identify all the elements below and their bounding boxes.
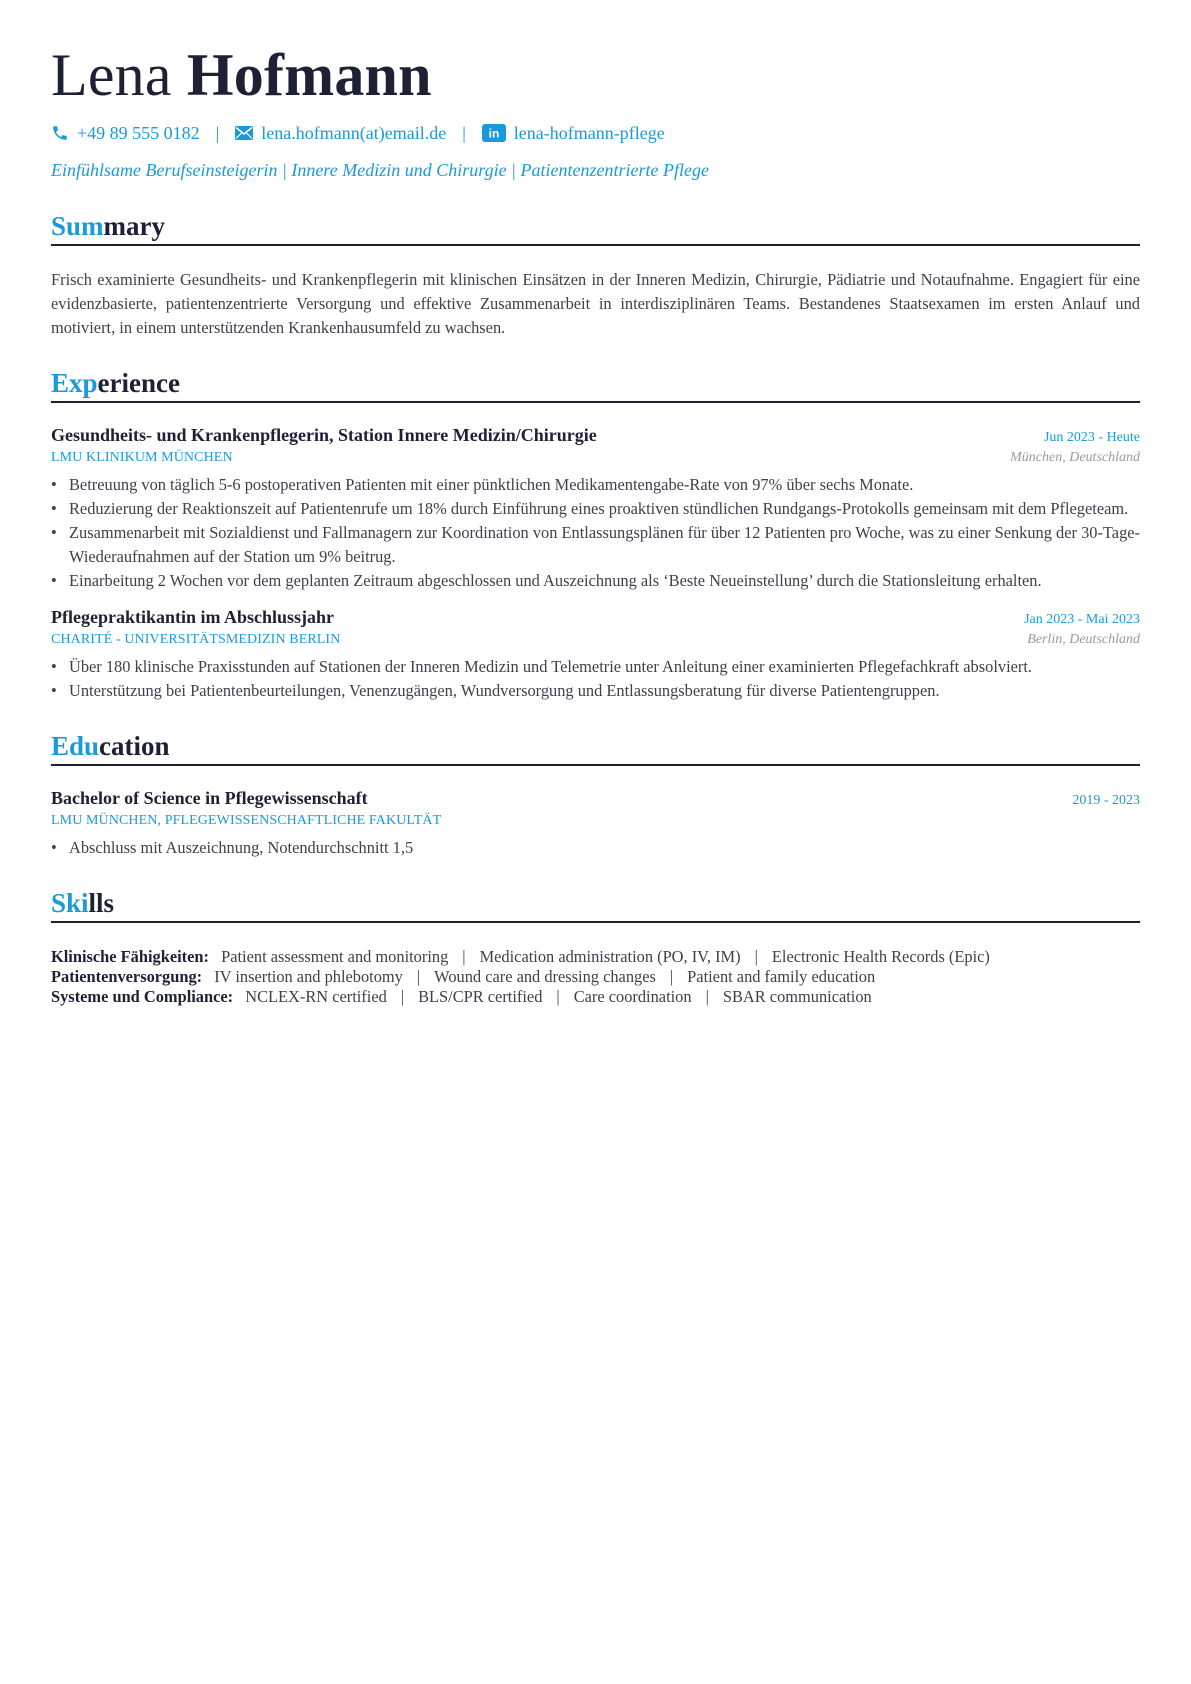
- last-name: Hofmann: [186, 42, 432, 108]
- education-entry: [51, 786, 1140, 860]
- skill-separator: |: [462, 947, 466, 966]
- skill-category-label: Klinische Fähigkeiten:: [51, 947, 209, 966]
- bullet-item: • Reduzierung der Reaktionszeit auf Patientenrufe um 18% durch Einführung eines proaktiven stündlichen Rundgangs-Protokolls gemeinsam mit dem Pflegeteam.: [69, 497, 1140, 521]
- skill-item: Wound care and dressing changes: [434, 967, 656, 986]
- skill-row: [51, 987, 1140, 1007]
- job-title: Gesundheits- und Krankenpflegerin, Station Innere Medizin/Chirurgie: [51, 425, 597, 445]
- job-entry: [51, 423, 1140, 593]
- skill-item: Electronic Health Records (Epic): [771, 947, 990, 966]
- candidate-name: [51, 38, 1140, 112]
- bullet-item: • Einarbeitung 2 Wochen vor dem geplanten Zeitraum abgeschlossen und Auszeichnung als ‘Beste Neueinstellung’ durch die Stationsleitung erhalten.: [69, 569, 1140, 593]
- section-title-accent: Edu: [51, 731, 100, 761]
- job-date: Jan 2023 - Mai 2023: [1024, 612, 1140, 627]
- bullet-item: • Betreuung von täglich 5-6 postoperativen Patienten mit einer pünktlichen Medikamentengabe-Rate von 97% über sechs Monate.: [69, 473, 1140, 497]
- skill-category-label: Patientenversorgung:: [51, 967, 203, 986]
- skill-item: Care coordination: [573, 987, 692, 1006]
- job-organization: LMU KLINIKUM MÜNCHEN: [51, 450, 233, 465]
- job-title: Pflegepraktikantin im Abschlussjahr: [51, 607, 335, 627]
- section-title-rest: lls: [88, 888, 115, 918]
- summary-text: Frisch examinierte Gesundheits- und Krankenpflegerin mit klinischen Einsätzen in der Inneren Medizin, Chirurgie, Pädiatrie und Notaufnahme. Engagiert für eine evidenzbasierte, patientenzentrierte Versorgung und effektive Zusammenarbeit in interdisziplinären Teams. Bestandenes Staatsexamen im ersten Anlauf und motiviert, in einem unterstützenden Krankenhausumfeld zu wachsen.: [51, 270, 1140, 337]
- summary-section: [51, 209, 1140, 340]
- skill-item: Patient and family education: [687, 967, 876, 986]
- skill-row: [51, 967, 1140, 987]
- job-date: Jun 2023 - Heute: [1043, 430, 1140, 445]
- section-title-experience: [51, 366, 1140, 403]
- bullet-item: • Zusammenarbeit mit Sozialdienst und Fallmanagern zur Koordination von Entlassungsplänen für über 12 Patienten pro Woche, was zu einer Senkung der 30-Tage-Wiederaufnahmen auf der Station um 9% beitrug.: [69, 521, 1140, 569]
- section-title-education: [51, 729, 1140, 766]
- skill-item: Medication administration (PO, IV, IM): [479, 947, 741, 966]
- section-title-summary: [51, 209, 1140, 246]
- section-title-rest: mary: [103, 211, 166, 241]
- phone-number: +49 89 555 0182: [77, 122, 200, 143]
- skill-separator: |: [669, 967, 674, 986]
- degree-title: Bachelor of Science in Pflegewissenschaft: [51, 788, 368, 808]
- linkedin-handle: lena-hofmann-pflege: [513, 122, 665, 143]
- skill-separator: |: [754, 947, 758, 966]
- skill-item: SBAR communication: [722, 987, 872, 1006]
- bullet-item: • Über 180 klinische Praxisstunden auf Stationen der Inneren Medizin und Telemetrie unter Anleitung einer examinierten Pflegefachkraft absolviert.: [69, 655, 1140, 679]
- section-title-accent: Ski: [51, 888, 89, 918]
- education-date: 2019 - 2023: [1072, 793, 1140, 808]
- section-title-accent: Exp: [51, 368, 98, 398]
- tagline: Einfühlsame Berufseinsteigerin | Innere Medizin und Chirurgie | Patientenzentrierte Pflege: [51, 160, 709, 180]
- skill-item: NCLEX-RN certified: [245, 987, 387, 1006]
- education-bullets: [51, 836, 1140, 860]
- contact-separator: |: [462, 122, 466, 143]
- section-title-rest: cation: [99, 731, 170, 761]
- skill-separator: |: [705, 987, 709, 1006]
- first-name: Lena: [51, 42, 172, 108]
- section-title-rest: erience: [97, 368, 180, 398]
- job-bullets: [51, 655, 1140, 703]
- email-address: lena.hofmann(at)email.de: [261, 122, 447, 143]
- linkedin-icon: [482, 124, 506, 142]
- contact-separator: |: [215, 122, 220, 143]
- skills-list: [51, 947, 1140, 1007]
- contact-phone[interactable]: [51, 123, 200, 144]
- bullet-item: • Abschluss mit Auszeichnung, Notendurchschnitt 1,5: [69, 836, 1140, 860]
- linkedin-icon-text: in: [488, 126, 500, 141]
- skills-section: [51, 886, 1140, 1007]
- education-section: [51, 729, 1140, 860]
- job-entry: [51, 605, 1140, 703]
- contact-line: [51, 120, 1140, 146]
- skill-category-label: Systeme und Compliance:: [51, 987, 234, 1006]
- skill-item: BLS/CPR certified: [418, 987, 543, 1006]
- job-location: München, Deutschland: [1010, 450, 1140, 465]
- job-organization: CHARITÉ - UNIVERSITÄTSMEDIZIN BERLIN: [51, 632, 341, 647]
- skill-item: Patient assessment and monitoring: [221, 947, 449, 966]
- skill-separator: |: [400, 987, 405, 1006]
- skill-item: IV insertion and phlebotomy: [214, 967, 403, 986]
- envelope-icon: [235, 126, 253, 140]
- education-institution: LMU MÜNCHEN, PFLEGEWISSENSCHAFTLICHE FAKULTÄT: [51, 813, 442, 828]
- job-location: Berlin, Deutschland: [1027, 632, 1140, 647]
- skill-separator: |: [416, 967, 421, 986]
- section-title-accent: Sum: [51, 211, 104, 241]
- bullet-item: • Unterstützung bei Patientenbeurteilungen, Venenzugängen, Wundversorgung und Entlassungsberatung für diverse Patientengruppen.: [69, 679, 1140, 703]
- experience-section: [51, 366, 1140, 703]
- contact-email[interactable]: [235, 123, 446, 144]
- job-bullets: [51, 473, 1140, 593]
- phone-icon: [51, 124, 69, 142]
- section-title-skills: [51, 886, 1140, 923]
- contact-linkedin[interactable]: [482, 123, 665, 144]
- skill-row: [51, 947, 1140, 967]
- skill-separator: |: [556, 987, 560, 1006]
